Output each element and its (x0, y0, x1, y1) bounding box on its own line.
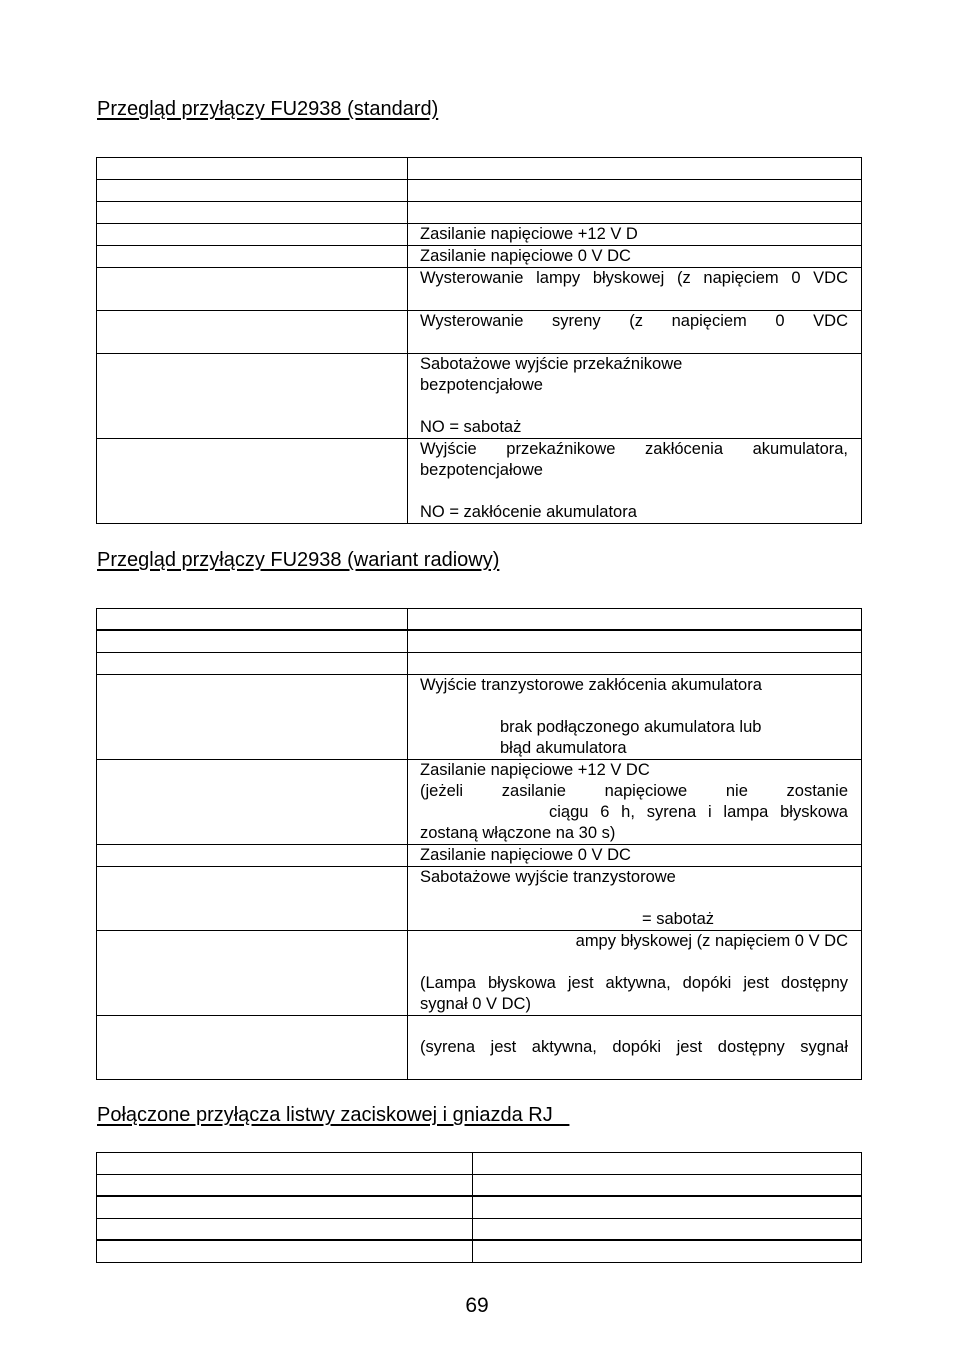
table-row (96, 845, 862, 867)
cell-text: Zasilanie napięciowe 0 V DC (420, 846, 631, 864)
table-row (96, 180, 862, 202)
cell-text: zostaną włączone na 30 s) (420, 824, 616, 842)
table-row (96, 931, 862, 1016)
page-number: 69 (465, 1294, 489, 1317)
cell-text: = sabotaż (641, 910, 714, 928)
cell-text: Zasilanie napięciowe +12 V D (420, 225, 638, 243)
table-row (96, 1219, 862, 1241)
cell-text: bezpotencjałowe (420, 461, 543, 479)
table-row (96, 1241, 862, 1263)
cell-text: Zasilanie napięciowe +12 V DC (420, 761, 650, 779)
table-radio (96, 608, 862, 1080)
cell-text: ciągu 6 h, syrena i lampa błyskowa (549, 803, 848, 821)
cell-text: Wysterowanie syreny (z napięciem 0 VDC (420, 312, 848, 330)
table-row (96, 1197, 862, 1219)
cell-text: sygnał 0 V DC) (420, 995, 531, 1013)
table-standard (96, 157, 862, 524)
table-row (96, 268, 862, 311)
cell-text: Wyjście przekaźnikowe zakłócenia akumulatora, (420, 440, 848, 458)
table-row (96, 609, 862, 631)
cell-text: (jeżeli zasilanie napięciowe nie zostanie (420, 782, 848, 800)
table-combined (96, 1152, 862, 1263)
table-row (96, 354, 862, 439)
table-row (96, 439, 862, 524)
cell-text: brak podłączonego akumulatora lub (500, 718, 762, 736)
section-heading-standard: Przegląd przyłączy FU2938 (standard) (97, 98, 439, 120)
cell-text: (syrena jest aktywna, dopóki jest dostępny sygnał (420, 1038, 848, 1056)
table-row (96, 158, 862, 180)
table-row (96, 311, 862, 354)
table-row (96, 1016, 862, 1080)
table-row (96, 675, 862, 760)
table-row (96, 867, 862, 931)
table-row (96, 246, 862, 268)
cell-text: Wysterowanie lampy błyskowej (z napięciem 0 VDC (420, 269, 848, 287)
cell-text: (Lampa błyskowa jest aktywna, dopóki jest dostępny (420, 974, 848, 992)
cell-text: bezpotencjałowe (420, 376, 543, 394)
cell-text: NO = zakłócenie akumulatora (420, 503, 637, 521)
cell-text: NO = sabotaż (420, 418, 522, 436)
table-row (96, 224, 862, 246)
table-row (96, 1175, 862, 1197)
table-row (96, 760, 862, 845)
cell-text: Zasilanie napięciowe 0 V DC (420, 247, 631, 265)
table-row (96, 631, 862, 653)
cell-text: Wyjście tranzystorowe zakłócenia akumulatora (420, 676, 762, 694)
table-row (96, 653, 862, 675)
cell-text: ampy błyskowej (z napięciem 0 V DC (575, 932, 848, 950)
table-row (96, 202, 862, 224)
cell-text: Sabotażowe wyjście przekaźnikowe (420, 355, 683, 373)
cell-text: błąd akumulatora (500, 739, 627, 757)
section-heading-combined: Połączone przyłącza listwy zaciskowej i gniazda RJ (97, 1104, 570, 1126)
cell-text: Sabotażowe wyjście tranzystorowe (420, 868, 676, 886)
table-row (96, 1153, 862, 1175)
section-heading-radio: Przegląd przyłączy FU2938 (wariant radiowy) (97, 549, 500, 571)
